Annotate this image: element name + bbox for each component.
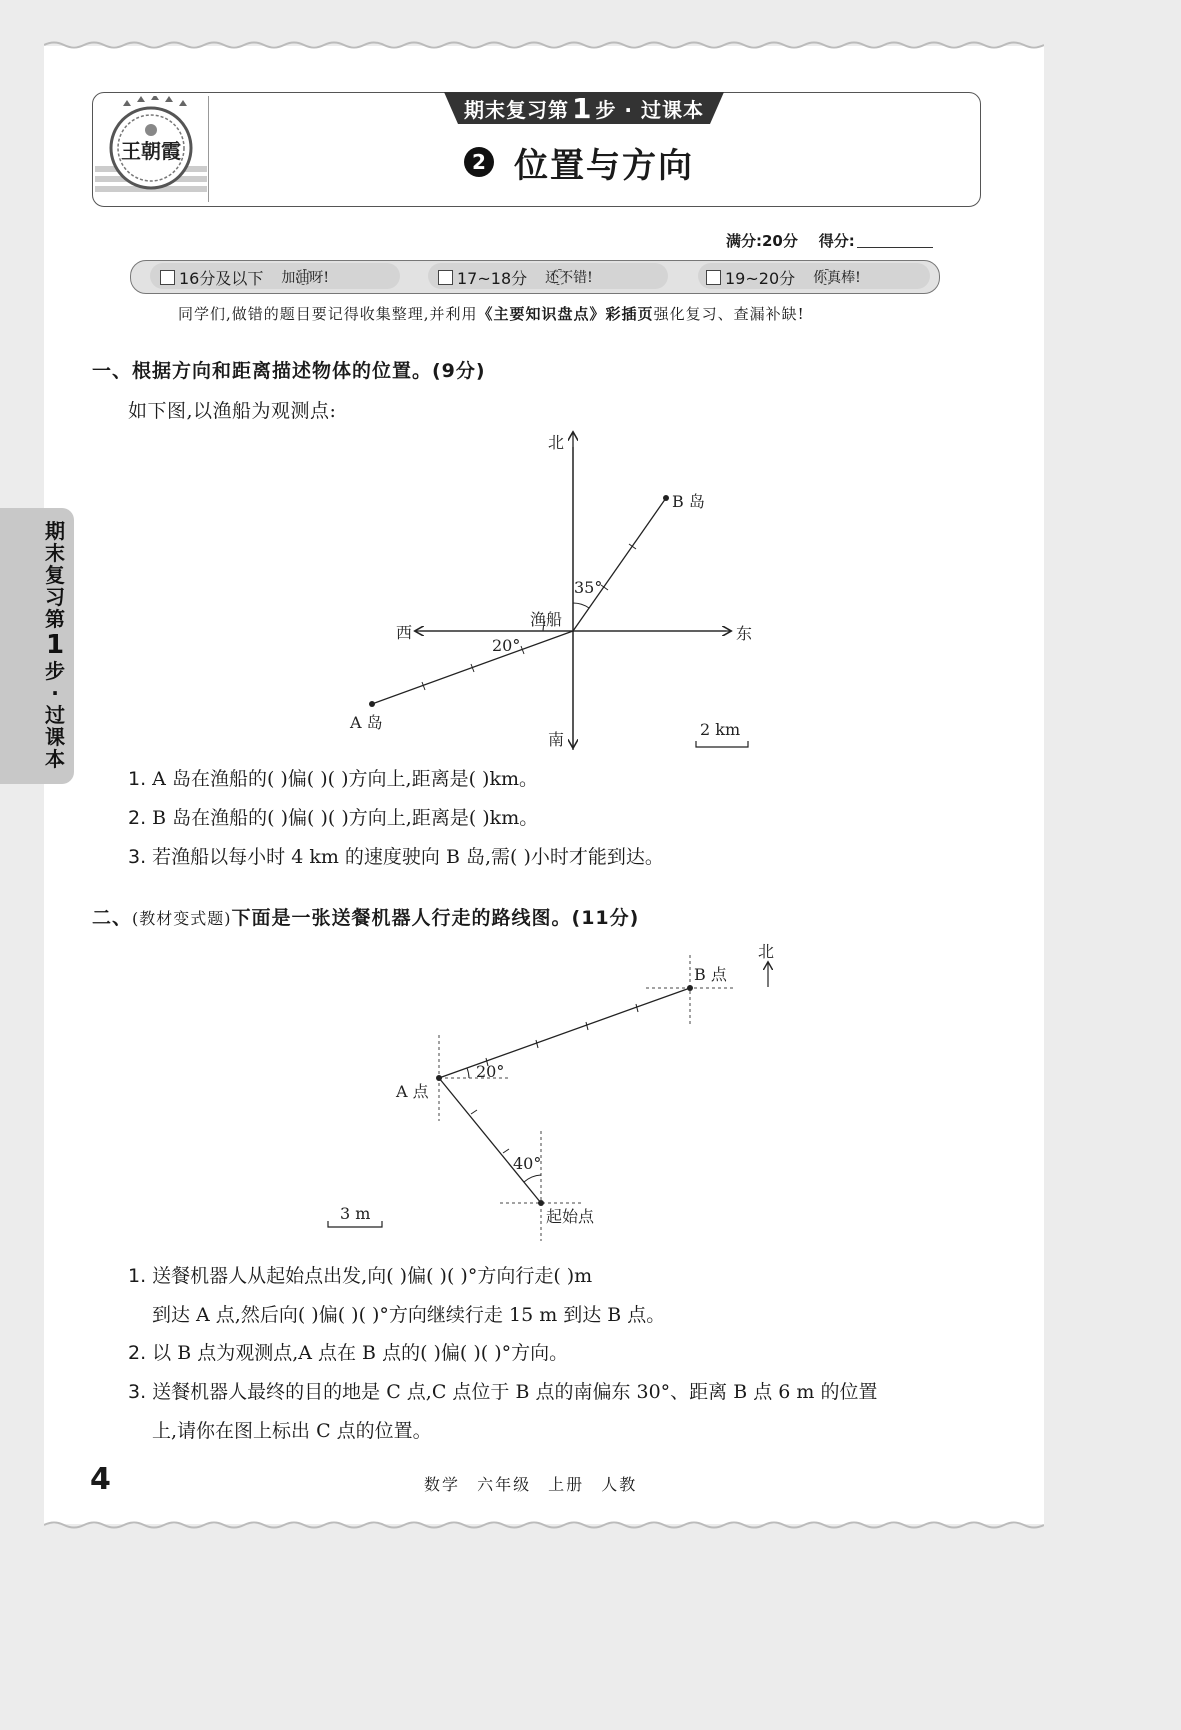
section-2-title: 二、(教材变式题)下面是一张送餐机器人行走的路线图。(11分) [92, 907, 640, 929]
grade-item-3: 19~20分 你真棒! [706, 266, 861, 288]
full-score: 满分:20分 [726, 232, 798, 250]
s1-question-1: 1. A 岛在渔船的( )偏( )( )方向上,距离是( )km。 [128, 768, 538, 790]
banner-title: 期末复习第 1 步 · 过课本 [463, 91, 704, 125]
grade-item-1: 16分及以下 加油呀! [160, 266, 329, 288]
path-start-to-a [439, 1078, 541, 1203]
label-b: B 岛 [672, 492, 705, 511]
route-diagram-2 [320, 935, 800, 1245]
label-a: A 岛 [350, 713, 383, 732]
label-north: 北 [548, 433, 565, 452]
footer-subject: 数学 六年级 上册 人教 [424, 1475, 638, 1494]
grade-checkbox[interactable] [706, 270, 721, 285]
label-east: 东 [736, 624, 753, 643]
s2-question-3: 3. 送餐机器人最终的目的地是 C 点,C 点位于 B 点的南偏东 30°、距离 B 点 6 m 的位置 [128, 1381, 878, 1403]
section-1-intro: 如下图,以渔船为观测点: [128, 400, 337, 422]
publisher-logo [95, 96, 207, 202]
label-north-2: 北 [758, 942, 775, 961]
score-line [726, 230, 933, 251]
top-wavy-border [44, 40, 1044, 50]
svg-text:王朝霞: 王朝霞 [121, 139, 181, 163]
grade-item-2: 17~18分 还不错! [438, 266, 593, 288]
s2-question-3-line2: 上,请你在图上标出 C 点的位置。 [152, 1420, 432, 1442]
grade-checkbox[interactable] [160, 270, 175, 285]
s2-question-1-line2: 到达 A 点,然后向( )偏( )( )°方向继续行走 15 m 到达 B 点。 [152, 1304, 666, 1326]
point-a [369, 701, 375, 707]
s2-question-1: 1. 送餐机器人从起始点出发,向( )偏( )( )°方向行走( )m [128, 1265, 593, 1287]
label-angle-start: 40° [513, 1154, 542, 1173]
label-a-2: A 点 [396, 1082, 429, 1101]
got-score-blank[interactable] [857, 247, 933, 248]
side-tab-text: 期 末 复 习 第 1 步 · 过 课 本 [45, 519, 65, 771]
point-b [663, 495, 669, 501]
s1-question-2: 2. B 岛在渔船的( )偏( )( )方向上,距离是( )km。 [128, 807, 539, 829]
point-start [538, 1200, 544, 1206]
bottom-wavy-border [44, 1520, 1044, 1530]
label-origin: 渔船 [530, 610, 563, 629]
label-angle-a: 20° [492, 636, 521, 655]
label-angle-a-2: 20° [476, 1062, 505, 1081]
scale-bar [696, 741, 748, 747]
grade-checkbox[interactable] [438, 270, 453, 285]
label-scale: 2 km [700, 720, 741, 739]
label-west: 西 [396, 623, 413, 642]
point-a-2 [436, 1075, 442, 1081]
page-number: 4 [90, 1462, 111, 1497]
instruction-note: 同学们,做错的题目要记得收集整理,并利用《主要知识盘点》彩插页强化复习、查漏补缺! [178, 305, 805, 323]
s1-question-3: 3. 若渔船以每小时 4 km 的速度驶向 B 岛,需( )小时才能到达。 [128, 846, 664, 868]
label-angle-b: 35° [574, 578, 603, 597]
line-to-b [573, 498, 666, 631]
unit-number-badge: 2 [464, 147, 494, 177]
label-south: 南 [548, 730, 565, 749]
label-scale-2: 3 m [340, 1204, 371, 1223]
section-1-title: 一、根据方向和距离描述物体的位置。(9分) [92, 360, 486, 382]
s2-question-2: 2. 以 B 点为观测点,A 点在 B 点的( )偏( )( )°方向。 [128, 1342, 569, 1364]
unit-title: 2 位置与方向 [464, 140, 694, 184]
label-b-2: B 点 [694, 965, 727, 984]
label-start: 起始点 [546, 1207, 595, 1226]
compass-diagram-1 [340, 425, 770, 755]
logo-divider [208, 96, 209, 202]
got-score-label: 得分: [818, 232, 855, 250]
point-b-2 [687, 985, 693, 991]
